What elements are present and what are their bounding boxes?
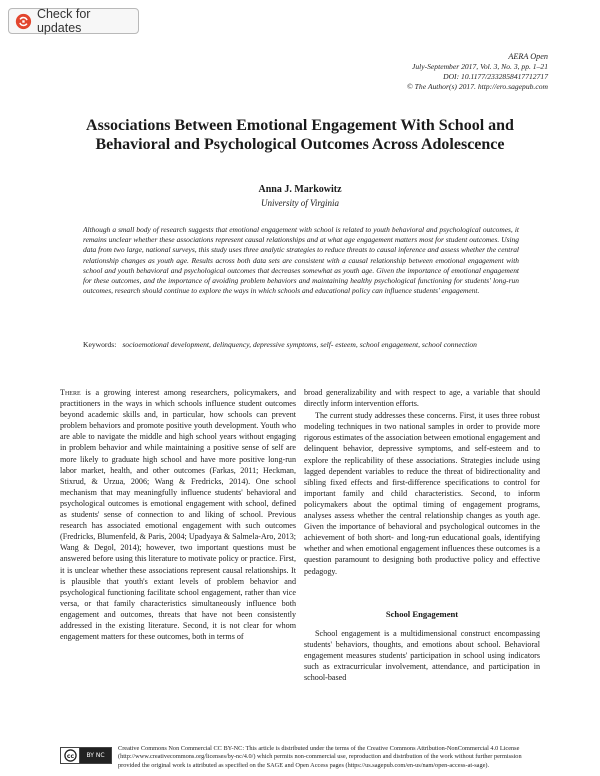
body-column-left [60,387,296,642]
section-heading: School Engagement [385,608,459,619]
journal-issue: July-September 2017, Vol. 3, No. 3, pp. 1–21 [411,62,548,71]
check-for-updates-label: Check for updates [36,7,91,35]
cc-license-badge [60,747,112,764]
journal-doi: DOI: 10.1177/2332858417712717 [443,72,548,81]
article-title: Associations Between Emotional Engagement With School and Behavioral and Psychological Outcomes Across Adolescence [86,117,514,153]
intro-paragraph [60,387,296,642]
paragraph-school-engagement: School engagement is a multidimensional construct encompassing students' behaviors, thoughts, and emotions about school. Behavioral engagement measures students' participation in school using indicators such as extracurricular involvement, attendance, and participation in school-based [304,628,540,683]
body-column-right [304,387,540,683]
author-affiliation: University of Virginia [261,198,339,208]
author-name: Anna J. Markowitz [258,184,342,195]
check-for-updates-button[interactable] [8,8,139,34]
intro-lead-word: There [60,388,81,397]
journal-name: AERA Open [508,52,548,61]
cc-icon [61,748,80,763]
abstract: Although a small body of research suggests that emotional engagement with school is related to youth behavioral and psychological outcomes, it remains unclear whether these associations represent causal relationships and at what age engagement matters most for student outcomes. Using data from two large, national surveys, this study uses three analytic strategies to reduce threats to causal inference and assess whether the central relationship changes as youth age. Results across both data sets are consistent with a causal relationship between emotional engagement with school and youth behavioral and psychological outcomes that decreases somewhat as youth age. Given the importance of emotional engagement for these outcomes, and the importance of avoiding problem behaviors and maintaining healthy psychological functioning for students' long-run outcomes, research should continue to explore the ways in which schools and educational policy can influence students' engagement. [83,225,519,296]
journal-meta [407,52,548,92]
license-notice: Creative Commons Non Commercial CC BY-NC: This article is distributed under the terms of the Creative Commons Attribution-NonCommercial 4.0 License (http://www.creativecommons.org/licenses/by-nc/4.0/) which permits non-commercial use, reproduction and distribution of the work without further permission provided the original work is attributed as specified on the SAGE and Open Access pages (https://us.sagepub.com/en-us/nam/open-access-at-sage). [118,745,522,769]
keywords-label: Keywords: [83,340,117,349]
cc-badge-label: BY NC [80,748,111,763]
update-status-icon [15,13,32,30]
keywords-list: socioemotional development, delinquency, depressive symptoms, self- esteem, school engagement, school connection [122,340,477,349]
keywords [83,340,519,351]
svg-text:cc: cc [66,752,74,760]
paragraph-continued: broad generalizability and with respect to age, a variable that should directly inform intervention efforts. [304,388,540,409]
journal-copyright: © The Author(s) 2017. http://ero.sagepub.com [407,82,548,91]
intro-text: is a growing interest among researchers, policymakers, and practitioners in the ways in which schools influence student outcomes beyond academic skills and, in particular, how schools can prevent problem behaviors and promote positive youth development. Youth who are able to navigate the middle and high school years without engaging in problem behavior and while maintaining a positive sense of self are more likely to graduate high school and have more positive long-run labor market, health, and other outcomes (Farkas, 2011; Heckman, Stixrud, & Urzua, 2006; Wang & Fredricks, 2014). One school mechanism that may meaningfully influence students' behavioral and psychological outcomes is emotional engagement with school, defined as students' sense of connection to and liking of school. Previous research has associated emotional engagement with such outcomes (Fredricks, Blumenfeld, & Paris, 2004; Upadyaya & Salmela-Aro, 2013; Wang & Degol, 2014); however, two important questions must be answered before using this literature to motivate policy or practice. First, it is unclear whether these associations represent causal relationships. It is plausible that youth's extant levels of problem behavior and psychological functioning facilitate school engagement, rather than vice versa, or that family characteristics simultaneously influence both engagement and outcomes, threats that have not been consistently addressed in the existing literature. Second, it is not clear for whom engagement matters for these outcomes, both in terms of [60,388,296,642]
paragraph-current-study: The current study addresses these concerns. First, it uses three robust modeling techniques in two national samples in order to provide more rigorous estimates of the association between emotional engagement and delinquent behavior, depressive symptoms, and self-esteem and to explore the replicability of these associations. Strategies include using lagged dependent variables to reduce the threat of bidirectionality and sibling fixed effects and first-difference specifications to control for important family and child characteristics. Second, to inform policymakers about the optimal timing of engagement programs, analyses assess whether the central relationship changes as youth age. Given the importance of behavioral and psychological outcomes in the achievement of both short- and long-run educational goals, identifying whether and when emotional engagement influences these outcomes is a question paramount to designing both productive policy and effective pedagogy. [304,411,540,576]
